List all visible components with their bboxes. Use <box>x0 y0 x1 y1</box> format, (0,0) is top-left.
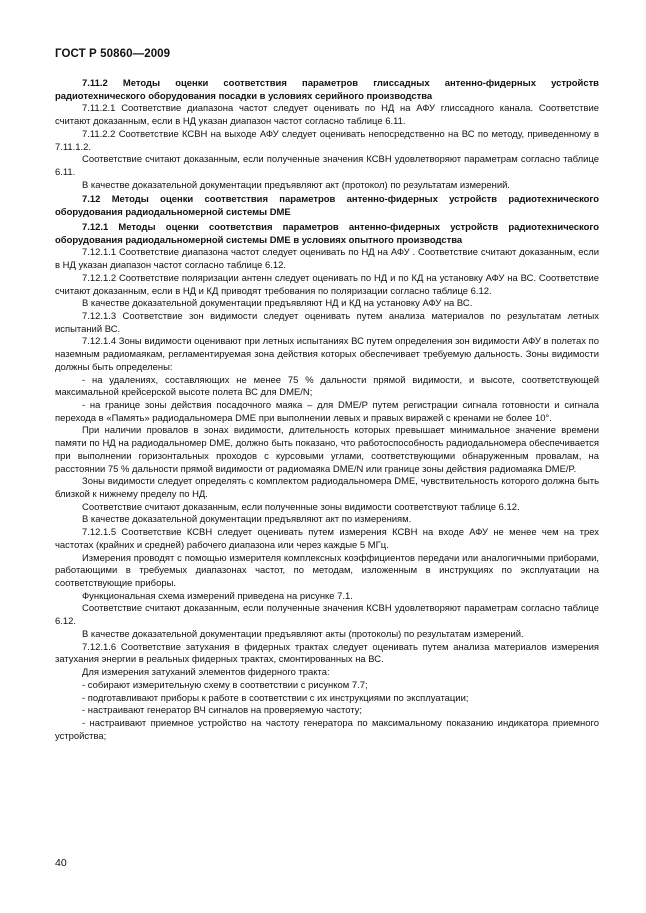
section-heading-7-11-2: 7.11.2 Методы оценки соответствия параметров глиссадных антенно-фидерных устройств радиотехнического оборудования посадки в условиях серийного производства <box>55 78 599 102</box>
paragraph: Для измерения затуханий элементов фидерного тракта: <box>82 667 330 679</box>
document-body <box>55 78 599 743</box>
paragraph: В качестве доказательной документации предъявляют акт (протокол) по результатам измерений. <box>82 179 511 191</box>
standard-header: ГОСТ Р 50860—2009 <box>55 48 171 60</box>
paragraph: 7.12.1.2 Соответствие поляризации антенн следует оценивать по НД и по КД на установку АФУ на ВС. Соответствие считают доказанным, если в НД и КД приводят требования по поляризации согласно таблице 6.12. <box>55 272 599 297</box>
paragraph: 7.11.2.1 Соответствие диапазона частот следует оценивать по НД на АФУ глиссадного канала. Соответствие считают доказанным, если в НД указан диапазон частот согласно таблице 6.11. <box>55 103 599 128</box>
paragraph: При наличии провалов в зонах видимости, длительность которых превышает минимальное значение времени памяти по НД на радиодальномер DME, должно быть показано, что работоспособность радиодальномера обеспечивается при выполнении горизонтальных проходов с курсовыми углами, соответствующими обнаруженным провалам, на расстоянии 75 % дальности прямой видимости от радиомаяка DME/N или границе зоны действия радиомаяка DME/P. <box>55 425 599 475</box>
list-item: - на удалениях, составляющих не менее 75 % дальности прямой видимости, и высоте, соответствующей максимальной крейсерской высоте полета ВС для DME/N; <box>55 374 599 399</box>
paragraph: 7.12.1.3 Соответствие зон видимости следует оценивать путем анализа материалов по результатам летных испытаний ВС. <box>55 310 599 335</box>
page-number: 40 <box>55 857 67 869</box>
paragraph: Функциональная схема измерений приведена на рисунке 7.1. <box>82 590 353 602</box>
paragraph: Измерения проводят с помощью измерителя комплексных коэффициентов передачи или аналогичными приборами, работающими в требуемых диапазонах частот, по методам, изложенным в инструкциях по эксплуатации на соответствующие приборы. <box>55 552 599 590</box>
paragraph: Соответствие считают доказанным, если полученные значения КСВН удовлетворяют параметрам согласно таблице 6.11. <box>55 154 599 179</box>
section-heading-7-12-1: 7.12.1 Методы оценки соответствия параметров антенно-фидерных устройств радиотехнического оборудования радиодальномерной системы DME в условиях опытного производства <box>55 221 599 246</box>
paragraph: 7.12.1.6 Соответствие затухания в фидерных трактах следует оценивать путем анализа материалов измерения затухания энергии в реальных фидерных трактах, смонтированных на ВС. <box>55 641 599 666</box>
list-item: - настраивают приемное устройство на частоту генератора по максимальному показанию индикатора приемного устройства; <box>55 717 599 742</box>
section-heading-7-12: 7.12 Методы оценки соответствия параметров антенно-фидерных устройств радиотехнического оборудования радиодальномерной системы DME <box>55 194 599 219</box>
paragraph: 7.12.1.4 Зоны видимости оценивают при летных испытаниях ВС путем определения зон видимости АФУ в полетах по наземным радиомаякам, регламентируемая зона действия которых обеспечивает требуемую дальность. Зоны видимости должны быть определены: <box>55 336 599 373</box>
paragraph: 7.11.2.2 Соответствие КСВН на выходе АФУ следует оценивать непосредственно на ВС по методу, приведенному в 7.11.1.2. <box>55 128 599 153</box>
paragraph: Зоны видимости следует определять с комплектом радиодальномера DME, чувствительность которого должна быть близкой к нижнему пределу по НД. <box>55 476 599 500</box>
paragraph: 7.12.1.1 Соответствие диапазона частот следует оценивать по НД на АФУ . Соответствие считают доказанным, если в НД указан диапазон частот согласно таблице 6.12. <box>55 247 599 272</box>
paragraph: Соответствие считают доказанным, если полученные значения КСВН удовлетворяют параметрам согласно таблице 6.12. <box>55 603 599 628</box>
list-item: - на границе зоны действия посадочного маяка – для DME/P путем регистрации сигнала готовности и сигнала перехода в «Память» радиодальномера DME при выполнении левых и правых виражей с кренами не более 10°. <box>55 399 599 424</box>
list-item: - подготавливают приборы к работе в соответствии с их инструкциями по эксплуатации; <box>82 692 469 704</box>
list-item: - настраивают генератор ВЧ сигналов на проверяемую частоту; <box>82 705 363 717</box>
paragraph: В качестве доказательной документации предъявляют НД и КД на установку АФУ на ВС. <box>82 298 473 310</box>
paragraph: В качестве доказательной документации предъявляют акт по измерениям. <box>82 514 412 526</box>
paragraph: 7.12.1.5 Соответствие КСВН следует оценивать путем измерения КСВН на входе АФУ не менее чем на трех частотах (крайних и средней) рабочего диапазона или через каждые 5 МГц. <box>55 527 599 551</box>
list-item: - собирают измерительную схему в соответствии с рисунком 7.7; <box>82 679 368 691</box>
paragraph: В качестве доказательной документации предъявляют акты (протоколы) по результатам измерений. <box>82 628 524 640</box>
paragraph: Соответствие считают доказанным, если полученные зоны видимости соответствуют таблице 6.12. <box>82 501 520 513</box>
